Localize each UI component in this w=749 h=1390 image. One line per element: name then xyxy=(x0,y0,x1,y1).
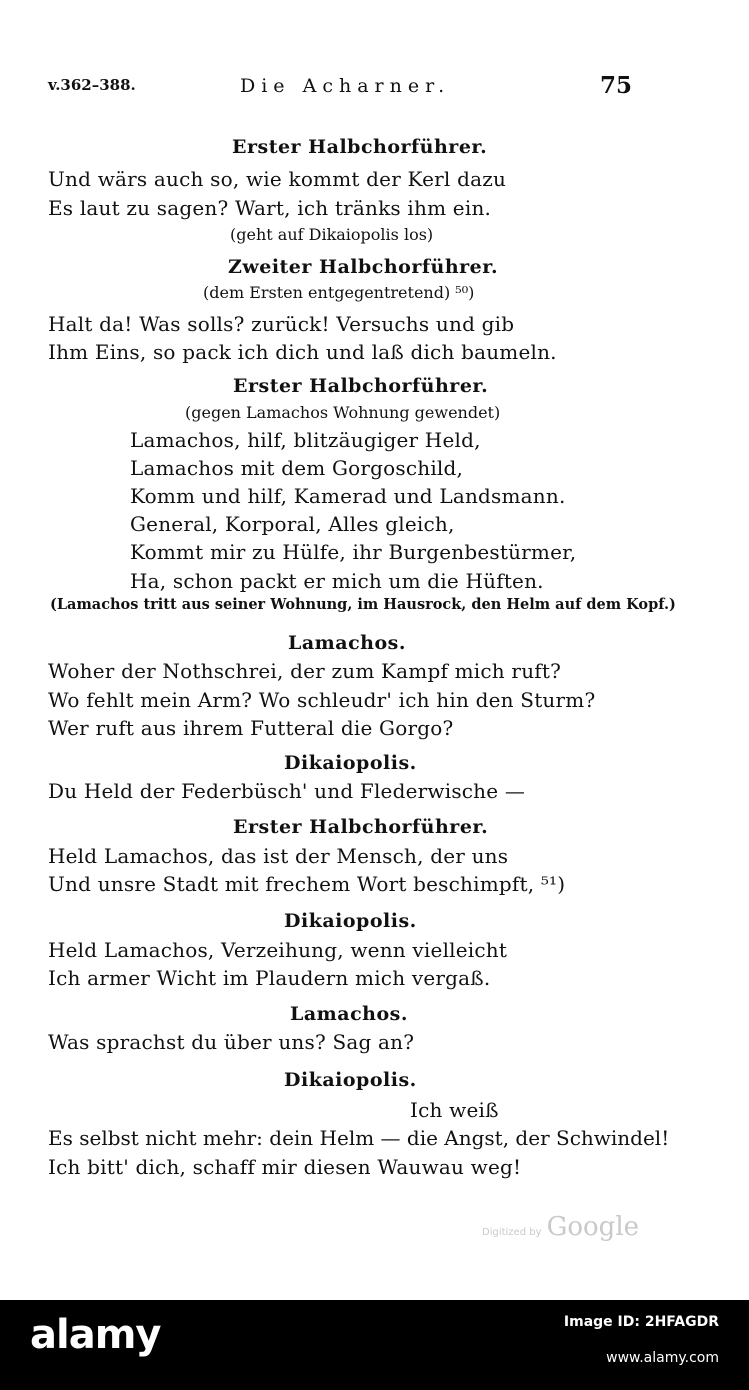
verse-line: Und unsre Stadt mit frechem Wort beschimpft, ⁵¹) xyxy=(48,872,566,896)
verse-line: Wer ruft aus ihrem Futteral die Gorgo? xyxy=(48,716,454,740)
speaker-name: Erster Halbchorführer. xyxy=(232,136,488,158)
verse-line: Es selbst nicht mehr: dein Helm — die Angst, der Schwindel! xyxy=(48,1126,670,1150)
google-logo: Google xyxy=(546,1212,640,1242)
verse-line: Es laut zu sagen? Wart, ich tränks ihm ein. xyxy=(48,196,492,220)
alamy-banner xyxy=(0,1300,749,1390)
page-number: 75 xyxy=(600,72,633,99)
verse-line: Ich bitt' dich, schaff mir diesen Wauwau weg! xyxy=(48,1155,522,1179)
speaker-name: Lamachos. xyxy=(288,632,406,654)
running-title: Die Acharner. xyxy=(240,75,451,97)
verse-line: Komm und hilf, Kamerad und Landsmann. xyxy=(130,484,566,508)
verse-line: Ihm Eins, so pack ich dich und laß dich baumeln. xyxy=(48,340,557,364)
verse-line: General, Korporal, Alles gleich, xyxy=(130,512,455,536)
verse-line: Du Held der Federbüsch' und Flederwische — xyxy=(48,779,526,803)
verse-line: Ha, schon packt er mich um die Hüften. xyxy=(130,569,544,593)
alamy-logo: alamy xyxy=(30,1312,161,1358)
stage-direction: (geht auf Dikaiopolis los) xyxy=(230,225,434,244)
stage-direction: (gegen Lamachos Wohnung gewendet) xyxy=(185,403,501,422)
verse-line: Held Lamachos, das ist der Mensch, der uns xyxy=(48,844,509,868)
digitized-by-label: Digitized by xyxy=(482,1227,542,1238)
verse-line: Held Lamachos, Verzeihung, wenn vielleicht xyxy=(48,938,508,962)
verse-line: Ich armer Wicht im Plaudern mich vergaß. xyxy=(48,966,491,990)
speaker-name: Erster Halbchorführer. xyxy=(233,816,489,838)
image-id: Image ID: 2HFAGDR xyxy=(563,1314,719,1330)
speaker-name: Lamachos. xyxy=(290,1003,408,1025)
speaker-name: Dikaiopolis. xyxy=(284,1069,417,1091)
speaker-name: Dikaiopolis. xyxy=(284,752,417,774)
stage-direction: (dem Ersten entgegentretend) ⁵⁰) xyxy=(203,283,475,302)
verse-line: Kommt mir zu Hülfe, ihr Burgenbestürmer, xyxy=(130,540,577,564)
verse-line: Halt da! Was solls? zurück! Versuchs und gib xyxy=(48,312,515,336)
verse-line: Woher der Nothschrei, der zum Kampf mich ruft? xyxy=(48,659,562,683)
speaker-name: Zweiter Halbchorführer. xyxy=(228,256,499,278)
verse-range: v.362–388. xyxy=(48,76,136,94)
stage-direction: (Lamachos tritt aus seiner Wohnung, im Hausrock, den Helm auf dem Kopf.) xyxy=(50,596,676,613)
verse-line: Und wärs auch so, wie kommt der Kerl dazu xyxy=(48,167,507,191)
verse-line: Was sprachst du über uns? Sag an? xyxy=(48,1030,415,1054)
alamy-url: www.alamy.com xyxy=(606,1350,719,1366)
google-watermark xyxy=(482,1212,639,1242)
speaker-name: Erster Halbchorführer. xyxy=(233,375,489,397)
verse-line: Wo fehlt mein Arm? Wo schleudr' ich hin den Sturm? xyxy=(48,688,596,712)
verse-line: Ich weiß xyxy=(410,1098,499,1122)
verse-line: Lamachos mit dem Gorgoschild, xyxy=(130,456,464,480)
page-header xyxy=(0,72,749,106)
verse-line: Lamachos, hilf, blitzäugiger Held, xyxy=(130,428,481,452)
speaker-name: Dikaiopolis. xyxy=(284,910,417,932)
